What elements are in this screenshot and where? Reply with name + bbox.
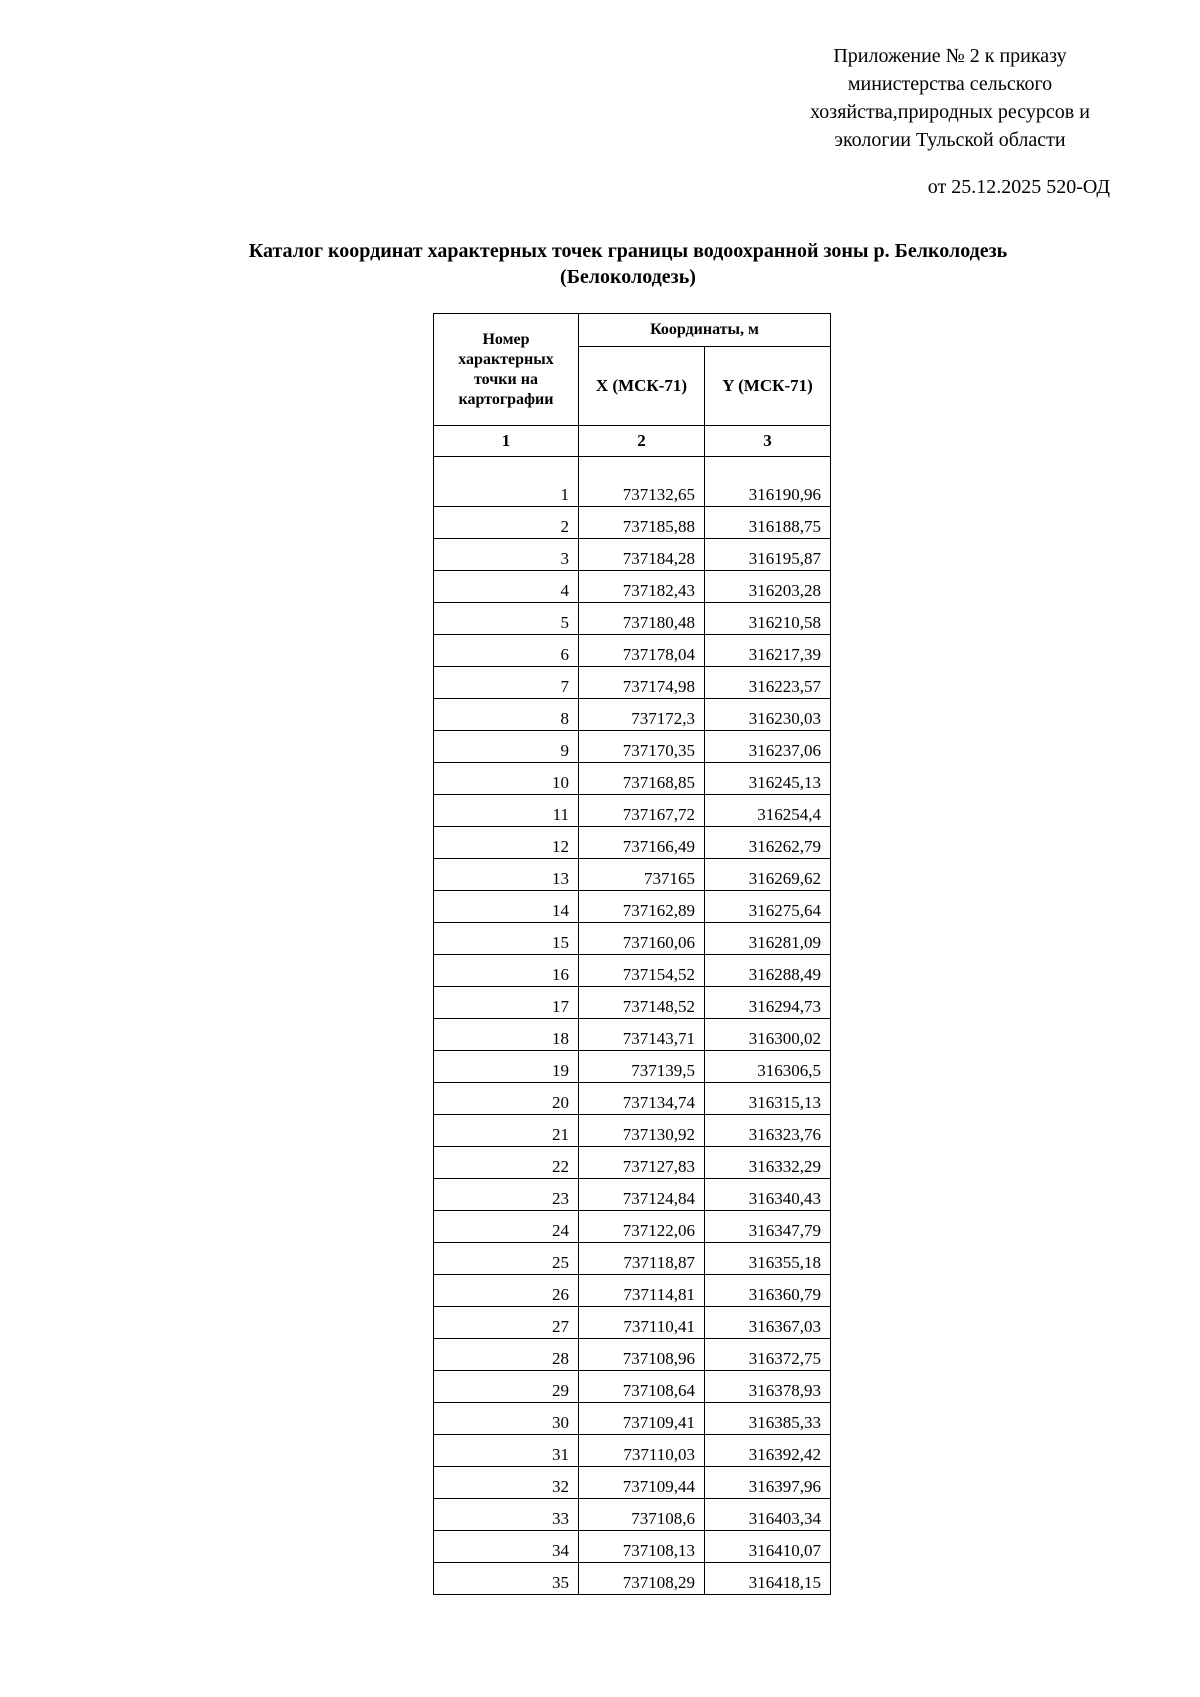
x-coordinate-cell: 737109,44 [579,1467,705,1499]
table-row [434,571,831,603]
point-number-cell: 3 [434,539,579,571]
y-coordinate-cell: 316300,02 [705,1019,831,1051]
y-coordinate-cell: 316230,03 [705,699,831,731]
y-coordinate-cell: 316203,28 [705,571,831,603]
table-row [434,1019,831,1051]
x-coordinate-cell: 737166,49 [579,827,705,859]
table-row [434,475,831,507]
y-coordinate-cell: 316188,75 [705,507,831,539]
column-number: 2 [579,426,705,457]
point-number-cell: 7 [434,667,579,699]
x-coordinate-cell: 737143,71 [579,1019,705,1051]
y-coordinate-cell: 316190,96 [705,475,831,507]
x-coordinate-cell: 737148,52 [579,987,705,1019]
table-row [434,923,831,955]
table-row [434,987,831,1019]
point-number-cell: 35 [434,1563,579,1595]
table-row [434,955,831,987]
x-coordinate-cell: 737114,81 [579,1275,705,1307]
x-coordinate-cell: 737162,89 [579,891,705,923]
table-row [434,859,831,891]
table-row [434,1179,831,1211]
table-row [434,1403,831,1435]
point-number-cell: 34 [434,1531,579,1563]
x-coordinate-cell: 737124,84 [579,1179,705,1211]
coordinates-table [433,313,831,1595]
table-row [434,1083,831,1115]
table-row [434,827,831,859]
y-coordinate-cell: 316315,13 [705,1083,831,1115]
x-coordinate-cell: 737185,88 [579,507,705,539]
point-number-cell: 21 [434,1115,579,1147]
point-number-cell: 11 [434,795,579,827]
appendix-line: экологии Тульской области [834,129,1066,151]
point-number-cell: 27 [434,1307,579,1339]
table-row [434,507,831,539]
table-row [434,795,831,827]
x-coordinate-cell: 737172,3 [579,699,705,731]
document-title [180,238,1076,290]
table-row [434,731,831,763]
y-coordinate-cell: 316237,06 [705,731,831,763]
table-row [434,1147,831,1179]
x-coordinate-cell: 737122,06 [579,1211,705,1243]
x-coordinate-cell: 737108,96 [579,1339,705,1371]
y-coordinate-cell: 316347,79 [705,1211,831,1243]
point-number-cell: 9 [434,731,579,763]
table-row [434,1467,831,1499]
y-coordinate-cell: 316294,73 [705,987,831,1019]
x-coordinate-cell: 737132,65 [579,475,705,507]
y-coordinate-cell: 316397,96 [705,1467,831,1499]
x-coordinate-cell: 737154,52 [579,955,705,987]
point-number-cell: 26 [434,1275,579,1307]
table-row [434,1435,831,1467]
point-number-cell: 33 [434,1499,579,1531]
point-number-cell: 25 [434,1243,579,1275]
y-coordinate-cell: 316392,42 [705,1435,831,1467]
order-date: от 25.12.2025 520-ОД [927,176,1110,198]
y-coordinate-cell: 316403,34 [705,1499,831,1531]
y-coordinate-cell: 316360,79 [705,1275,831,1307]
table-row [434,1275,831,1307]
x-coordinate-cell: 737182,43 [579,571,705,603]
y-coordinate-cell: 316410,07 [705,1531,831,1563]
point-number-cell: 24 [434,1211,579,1243]
appendix-line: Приложение № 2 к приказу [833,45,1067,67]
x-coordinate-cell: 737180,48 [579,603,705,635]
spacer-cell [705,457,831,476]
y-coordinate-cell: 316418,15 [705,1563,831,1595]
point-number-cell: 4 [434,571,579,603]
point-number-cell: 16 [434,955,579,987]
title-line-1: Каталог координат характерных точек границы водоохранной зоны р. Белколодезь [248,240,1008,262]
point-number-cell: 23 [434,1179,579,1211]
x-coordinate-cell: 737134,74 [579,1083,705,1115]
point-number-cell: 5 [434,603,579,635]
point-number-header-line: характерных [458,350,554,368]
table-row [434,1211,831,1243]
y-coordinate-cell: 316245,13 [705,763,831,795]
x-coordinate-cell: 737184,28 [579,539,705,571]
point-number-cell: 13 [434,859,579,891]
table-row [434,539,831,571]
table-row [434,1531,831,1563]
point-number-cell: 17 [434,987,579,1019]
x-coordinate-cell: 737167,72 [579,795,705,827]
point-number-cell: 31 [434,1435,579,1467]
point-number-cell: 29 [434,1371,579,1403]
x-coordinate-cell: 737108,64 [579,1371,705,1403]
x-header: X (МСК-71) [579,347,705,426]
point-number-cell: 22 [434,1147,579,1179]
x-coordinate-cell: 737108,13 [579,1531,705,1563]
coordinates-rows [434,475,831,1595]
table-row [434,1563,831,1595]
y-coordinate-cell: 316195,87 [705,539,831,571]
y-coordinate-cell: 316288,49 [705,955,831,987]
point-number-cell: 12 [434,827,579,859]
point-number-header-line: картографии [458,390,554,408]
y-coordinate-cell: 316323,76 [705,1115,831,1147]
point-number-cell: 32 [434,1467,579,1499]
table-row [434,1243,831,1275]
point-number-cell: 15 [434,923,579,955]
point-number-cell: 19 [434,1051,579,1083]
table-row [434,1371,831,1403]
y-coordinate-cell: 316355,18 [705,1243,831,1275]
y-coordinate-cell: 316378,93 [705,1371,831,1403]
table-row [434,763,831,795]
y-coordinate-cell: 316367,03 [705,1307,831,1339]
y-coordinate-cell: 316372,75 [705,1339,831,1371]
y-coordinate-cell: 316281,09 [705,923,831,955]
point-number-cell: 20 [434,1083,579,1115]
y-coordinate-cell: 316210,58 [705,603,831,635]
x-coordinate-cell: 737130,92 [579,1115,705,1147]
title-line-2: (Белоколодезь) [560,266,696,288]
table-spacer-row [434,457,831,476]
y-coordinate-cell: 316340,43 [705,1179,831,1211]
x-coordinate-cell: 737170,35 [579,731,705,763]
y-coordinate-cell: 316223,57 [705,667,831,699]
spacer-cell [579,457,705,476]
y-coordinate-cell: 316217,39 [705,635,831,667]
table-row [434,1339,831,1371]
y-coordinate-cell: 316306,5 [705,1051,831,1083]
y-coordinate-cell: 316385,33 [705,1403,831,1435]
point-number-cell: 1 [434,475,579,507]
x-coordinate-cell: 737108,6 [579,1499,705,1531]
point-number-header-line: Номер [482,330,530,348]
table-row [434,1051,831,1083]
x-coordinate-cell: 737160,06 [579,923,705,955]
table-row [434,1499,831,1531]
y-coordinate-cell: 316254,4 [705,795,831,827]
y-coordinate-cell: 316275,64 [705,891,831,923]
x-coordinate-cell: 737165 [579,859,705,891]
x-coordinate-cell: 737178,04 [579,635,705,667]
x-coordinate-cell: 737110,03 [579,1435,705,1467]
point-number-cell: 14 [434,891,579,923]
point-number-cell: 2 [434,507,579,539]
spacer-cell [434,457,579,476]
point-number-cell: 28 [434,1339,579,1371]
x-coordinate-cell: 737174,98 [579,667,705,699]
table-row [434,667,831,699]
point-number-header-line: точки на [474,370,538,388]
column-number: 3 [705,426,831,457]
table-row [434,1307,831,1339]
coordinates-header: Координаты, м [579,314,831,347]
appendix-line: хозяйства,природных ресурсов и [810,101,1090,123]
y-header: Y (МСК-71) [705,347,831,426]
x-coordinate-cell: 737139,5 [579,1051,705,1083]
table-row [434,635,831,667]
point-number-cell: 18 [434,1019,579,1051]
x-coordinate-cell: 737110,41 [579,1307,705,1339]
y-coordinate-cell: 316332,29 [705,1147,831,1179]
table-row [434,603,831,635]
point-number-header [434,314,579,426]
x-coordinate-cell: 737108,29 [579,1563,705,1595]
x-coordinate-cell: 737109,41 [579,1403,705,1435]
y-coordinate-cell: 316269,62 [705,859,831,891]
appendix-line: министерства сельского [847,73,1053,95]
point-number-cell: 30 [434,1403,579,1435]
x-coordinate-cell: 737118,87 [579,1243,705,1275]
x-coordinate-cell: 737168,85 [579,763,705,795]
point-number-cell: 6 [434,635,579,667]
table-row [434,699,831,731]
column-number: 1 [434,426,579,457]
y-coordinate-cell: 316262,79 [705,827,831,859]
appendix-header [780,42,1120,154]
point-number-cell: 10 [434,763,579,795]
table-row [434,1115,831,1147]
point-number-cell: 8 [434,699,579,731]
table-row [434,891,831,923]
x-coordinate-cell: 737127,83 [579,1147,705,1179]
